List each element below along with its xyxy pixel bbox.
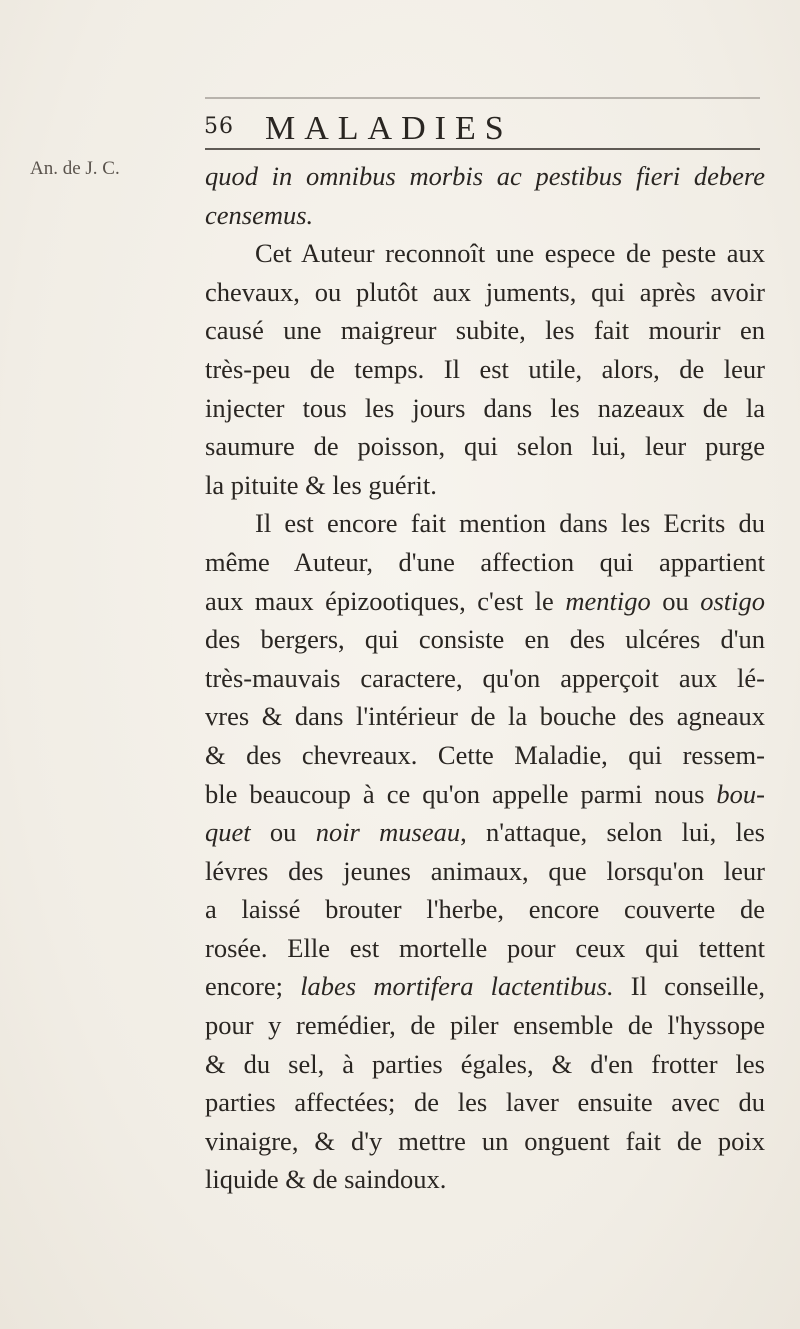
text-line [205, 582, 765, 621]
top-edge-rule [205, 97, 760, 99]
text-line [205, 350, 765, 389]
text-run: injecter tous les jours dans les nazeaux de la [205, 392, 765, 423]
text-run: rosée. Elle est mortelle pour ceux qui tettent [205, 932, 765, 963]
body-text [205, 157, 765, 1199]
text-run: même Auteur, d'une affection qui appartient [205, 546, 765, 577]
text-line [205, 1160, 765, 1199]
text-run: chevaux, ou plutôt aux juments, qui après avoir [205, 276, 765, 307]
page-number: 56 [204, 114, 234, 139]
text-run: Il conseille, [613, 971, 765, 1002]
italic-text: noir museau [315, 817, 461, 848]
text-run: pour y remédier, de piler ensemble de l'hyssope [205, 1010, 765, 1041]
text-run: vinaigre, & d'y mettre un onguent fait de poix [205, 1125, 765, 1156]
text-run: lévres des jeunes animaux, que lorsqu'on leur [205, 855, 765, 886]
italic-text: ostigo [700, 585, 765, 616]
italic-text: labes mortifera lactentibus. [300, 971, 614, 1002]
margin-note: An. de J. C. [30, 158, 120, 179]
text-run: Cet Auteur reconnoît une espece de peste aux [255, 238, 765, 269]
text-line [205, 929, 765, 968]
text-run: , n'attaque, selon lui, les [460, 817, 765, 848]
text-line [205, 775, 765, 814]
text-line [205, 1083, 765, 1122]
text-run: Il est encore fait mention dans les Ecrits du [255, 508, 765, 539]
text-run: encore; [205, 971, 301, 1002]
text-line [205, 852, 765, 891]
text-line [205, 1045, 765, 1084]
text-line [205, 967, 765, 1006]
text-run: causé une maigreur subite, les fait mourir en [205, 315, 765, 346]
text-run: ble beaucoup à ce qu'on appelle parmi nous [205, 778, 717, 809]
italic-text: bou- [716, 778, 765, 809]
text-line [205, 813, 765, 852]
text-run: des bergers, qui consiste en des ulcéres d'un [205, 624, 765, 655]
text-line [205, 736, 765, 775]
italic-text: quod in omnibus morbis ac pestibus fieri debere [205, 161, 765, 191]
italic-text: censemus. [205, 199, 314, 230]
text-run: aux maux épizootiques, c'est le [205, 585, 566, 616]
text-run: ou [650, 585, 701, 616]
text-run: saumure de poisson, qui selon lui, leur purge [205, 431, 765, 462]
text-run: & du sel, à parties égales, & d'en frotter les [205, 1048, 765, 1079]
text-line [205, 427, 765, 466]
text-line [205, 659, 765, 698]
text-run: liquide & de saindoux. [205, 1164, 447, 1195]
text-run: a laissé brouter l'herbe, encore couverte de [205, 894, 765, 925]
text-run: vres & dans l'intérieur de la bouche des agneaux [205, 701, 765, 732]
text-line [205, 234, 765, 273]
text-run: & des chevreaux. Cette Maladie, qui ressem- [205, 739, 765, 770]
text-line [205, 273, 765, 312]
running-head: MALADIES [265, 110, 513, 147]
text-line [205, 890, 765, 929]
text-line [205, 389, 765, 428]
italic-text: mentigo [565, 585, 651, 616]
text-line [205, 543, 765, 582]
text-line [205, 311, 765, 350]
text-line [205, 504, 765, 543]
text-run: très-peu de temps. Il est utile, alors, de leur [205, 353, 765, 384]
text-run: parties affectées; de les laver ensuite avec du [205, 1087, 765, 1118]
header-rule [205, 148, 760, 150]
text-line [205, 620, 765, 659]
text-run: très-mauvais caractere, qu'on apperçoit aux lé- [205, 662, 765, 693]
italic-text: quet [205, 817, 251, 848]
text-run: la pituite & les guérit. [205, 469, 437, 500]
text-line [205, 466, 765, 505]
text-line [205, 1122, 765, 1161]
text-line [205, 697, 765, 736]
text-line [205, 157, 765, 196]
text-line [205, 196, 765, 235]
text-run: ou [250, 817, 316, 848]
text-line [205, 1006, 765, 1045]
